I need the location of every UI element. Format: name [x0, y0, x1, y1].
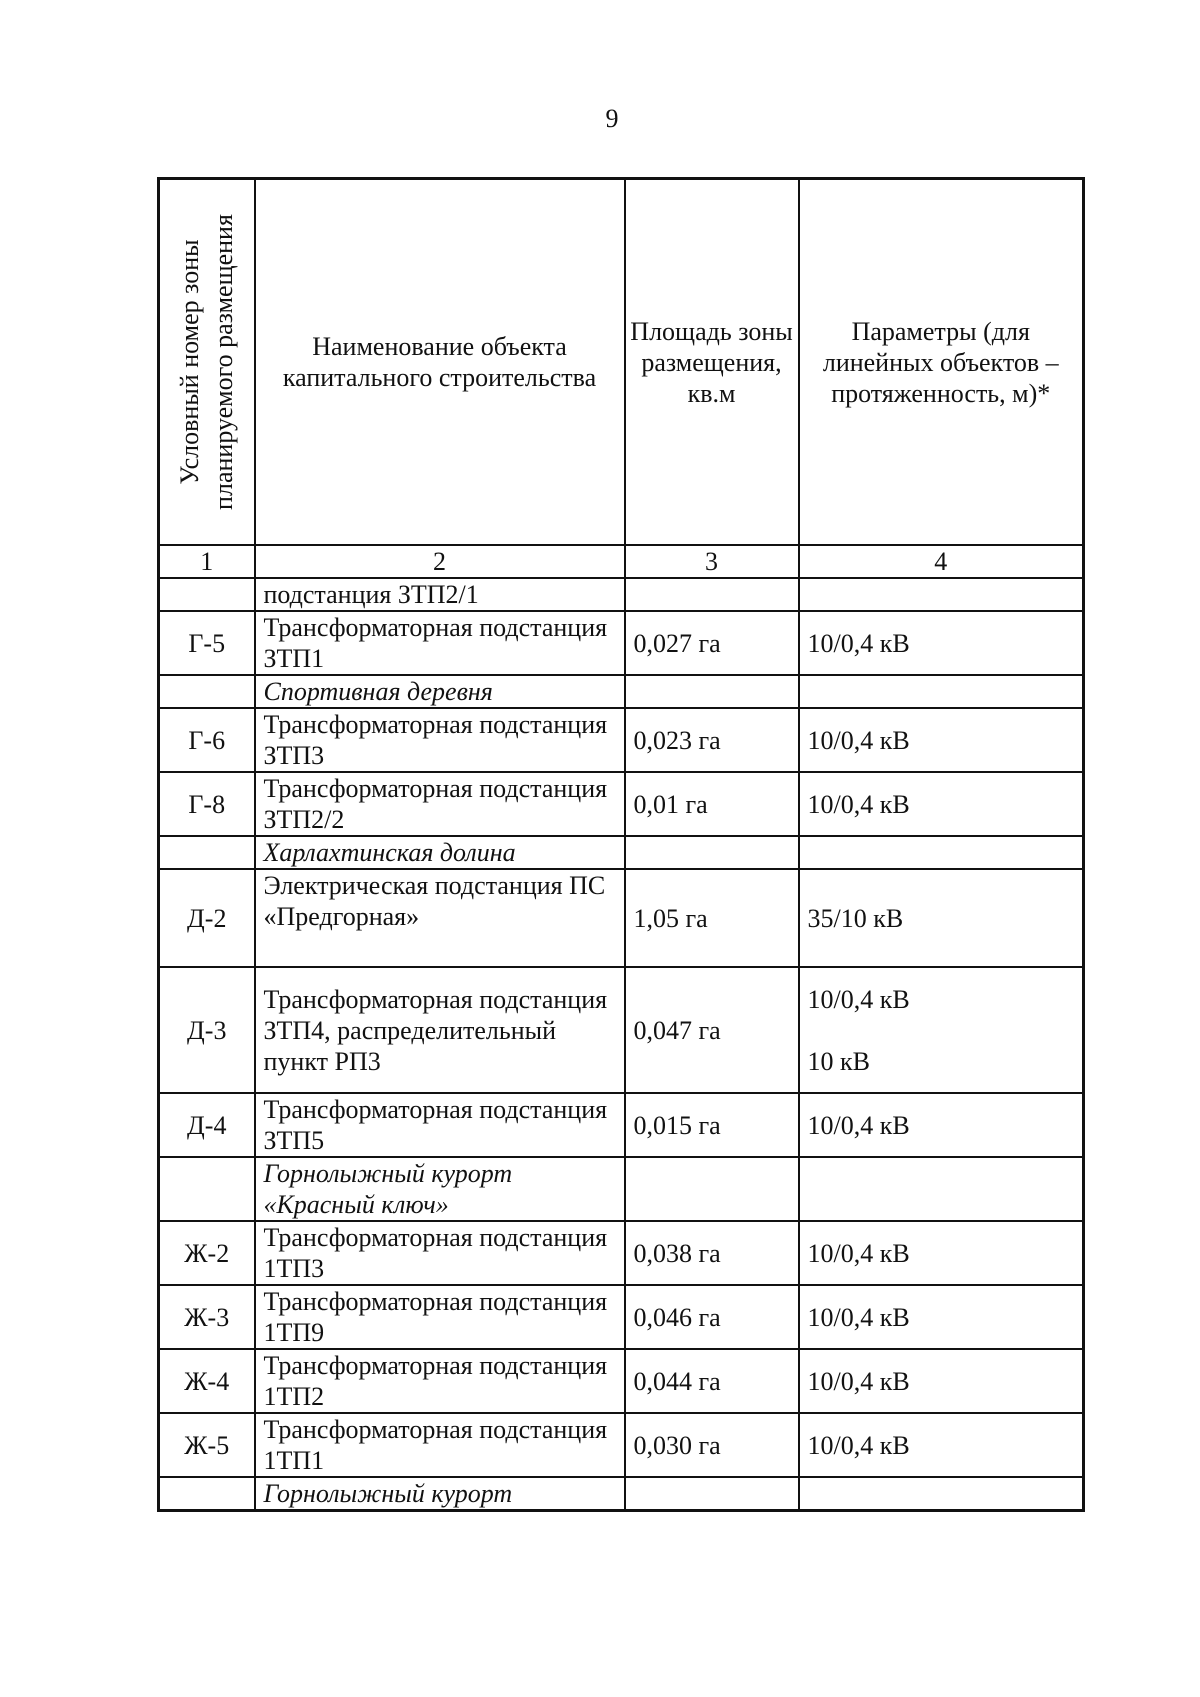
parameters-cell: 10/0,4 кВ: [799, 708, 1084, 772]
table-header-row: [159, 179, 1084, 546]
area-cell: 1,05 га: [625, 869, 799, 967]
object-name-cell: Трансформаторная подстанция ЗТП4, распределительный пункт РП3: [255, 967, 625, 1093]
area-cell: 0,030 га: [625, 1413, 799, 1477]
parameters-cell: 10/0,4 кВ: [799, 1093, 1084, 1157]
table-row: [159, 578, 1084, 611]
zone-code-cell: Д-4: [159, 1093, 255, 1157]
table-row: [159, 708, 1084, 772]
area-cell: 0,01 га: [625, 772, 799, 836]
object-name-cell: Трансформаторная подстанция 1ТП1: [255, 1413, 625, 1477]
section-title: Харлахтинская долина: [255, 836, 625, 869]
area-cell: 0,015 га: [625, 1093, 799, 1157]
header-parameters: Параметры (для линейных объектов – протяженность, м)*: [799, 179, 1084, 546]
parameters-cell: 10/0,4 кВ: [799, 1221, 1084, 1285]
section-row: [159, 675, 1084, 708]
table-row: [159, 869, 1084, 967]
zone-code-cell: Д-2: [159, 869, 255, 967]
parameters-cell: 10/0,4 кВ: [799, 1285, 1084, 1349]
table-row: [159, 1349, 1084, 1413]
parameters-cell: [799, 578, 1084, 611]
zone-code-cell: Ж-2: [159, 1221, 255, 1285]
object-name-cell: Электрическая подстанция ПС «Предгорная»: [255, 869, 625, 967]
zone-code-cell: [159, 578, 255, 611]
area-cell: 0,047 га: [625, 967, 799, 1093]
area-cell: [625, 1477, 799, 1511]
zone-code-cell: Г-5: [159, 611, 255, 675]
area-cell: 0,044 га: [625, 1349, 799, 1413]
table-row: [159, 772, 1084, 836]
column-number: 1: [159, 545, 255, 578]
zone-code-cell: [159, 675, 255, 708]
zone-code-cell: Д-3: [159, 967, 255, 1093]
table-row: [159, 1093, 1084, 1157]
parameters-cell: [799, 967, 1084, 1093]
object-name-cell: Трансформаторная подстанция ЗТП1: [255, 611, 625, 675]
object-name-cell: подстанция ЗТП2/1: [255, 578, 625, 611]
table-row: [159, 611, 1084, 675]
parameters-cell: 10/0,4 кВ: [799, 611, 1084, 675]
table-row: [159, 1285, 1084, 1349]
zone-code-cell: [159, 1157, 255, 1221]
object-name-cell: Трансформаторная подстанция ЗТП3: [255, 708, 625, 772]
section-row: [159, 1477, 1084, 1511]
parameters-cell: 10/0,4 кВ: [799, 1413, 1084, 1477]
area-cell: 0,023 га: [625, 708, 799, 772]
table-row: [159, 967, 1084, 1093]
page-number: 9: [605, 104, 619, 133]
parameters-cell: 35/10 кВ: [799, 869, 1084, 967]
parameters-cell: [799, 836, 1084, 869]
zone-code-cell: [159, 836, 255, 869]
area-cell: [625, 675, 799, 708]
zone-code-cell: Ж-4: [159, 1349, 255, 1413]
object-name-cell: Трансформаторная подстанция ЗТП2/2: [255, 772, 625, 836]
header-object-name: Наименование объекта капитального строительства: [255, 179, 625, 546]
zone-code-cell: Г-8: [159, 772, 255, 836]
column-number: 3: [625, 545, 799, 578]
section-title: Горнолыжный курорт «Красный ключ»: [255, 1157, 625, 1221]
area-cell: [625, 578, 799, 611]
header-area: Площадь зоны размещения, кв.м: [625, 179, 799, 546]
area-cell: 0,027 га: [625, 611, 799, 675]
object-name-cell: Трансформаторная подстанция 1ТП3: [255, 1221, 625, 1285]
section-row: [159, 836, 1084, 869]
parameters-cell: 10/0,4 кВ: [799, 1349, 1084, 1413]
zone-code-cell: Ж-3: [159, 1285, 255, 1349]
zones-table: [157, 177, 1085, 1512]
spacer: [808, 1015, 1075, 1046]
zone-code-cell: [159, 1477, 255, 1511]
column-number-row: [159, 545, 1084, 578]
parameters-cell: [799, 1157, 1084, 1221]
zone-code-cell: Ж-5: [159, 1413, 255, 1477]
parameters-cell: [799, 675, 1084, 708]
section-row: [159, 1157, 1084, 1221]
table-row: [159, 1221, 1084, 1285]
object-name-cell: Трансформаторная подстанция 1ТП9: [255, 1285, 625, 1349]
area-cell: [625, 836, 799, 869]
parameters-cell: [799, 1477, 1084, 1511]
section-title: Горнолыжный курорт: [255, 1477, 625, 1511]
area-cell: [625, 1157, 799, 1221]
column-number: 2: [255, 545, 625, 578]
object-name-cell: Трансформаторная подстанция ЗТП5: [255, 1093, 625, 1157]
area-cell: 0,038 га: [625, 1221, 799, 1285]
parameters-cell: 10/0,4 кВ: [799, 772, 1084, 836]
column-number: 4: [799, 545, 1084, 578]
parameter-value: 10 кВ: [807, 1046, 870, 1076]
object-name-cell: Трансформаторная подстанция 1ТП2: [255, 1349, 625, 1413]
parameter-value: 10/0,4 кВ: [807, 984, 910, 1014]
area-cell: 0,046 га: [625, 1285, 799, 1349]
section-title: Спортивная деревня: [255, 675, 625, 708]
table-row: [159, 1413, 1084, 1477]
header-zone-number: Условный номер зоны планируемого размещения: [159, 179, 255, 546]
zone-code-cell: Г-6: [159, 708, 255, 772]
